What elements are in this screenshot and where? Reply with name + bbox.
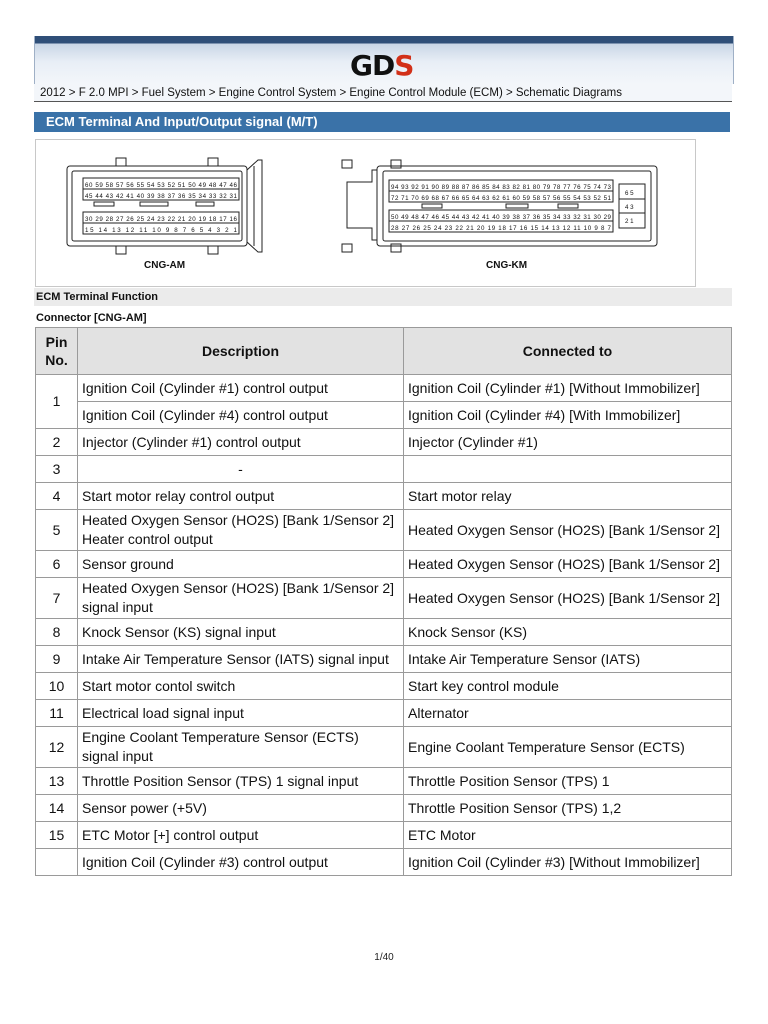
table-row: [36, 822, 732, 849]
left-pin-row-4: 15 14 13 12 11 10 9 8 7 6 5 4 3 2 1: [85, 227, 237, 234]
table-row: [36, 849, 732, 876]
connected-to-cell: Ignition Coil (Cylinder #3) [Without Immobilizer]: [404, 849, 732, 876]
page-number: 1/40: [374, 952, 394, 963]
connected-to-cell: Throttle Position Sensor (TPS) 1,2: [404, 795, 732, 822]
connected-to-cell: Start motor relay: [404, 483, 732, 510]
pin-cell: 11: [36, 700, 78, 727]
description-cell: Engine Coolant Temperature Sensor (ECTS) signal input: [78, 727, 404, 768]
pin-cell: 4: [36, 483, 78, 510]
connected-to-cell: Knock Sensor (KS): [404, 619, 732, 646]
right-pin-row-3: 50 49 48 47 46 45 44 43 42 41 40 39 38 37 36 35 34 33 32 31 30 29: [391, 214, 611, 221]
description-cell: -: [78, 456, 404, 483]
header-connected-to: Connected to: [404, 328, 732, 375]
table-row: [36, 646, 732, 673]
pin-cell: 7: [36, 578, 78, 619]
description-cell: Knock Sensor (KS) signal input: [78, 619, 404, 646]
connected-to-cell: Alternator: [404, 700, 732, 727]
pin-cell: 3: [36, 456, 78, 483]
pin-cell: 8: [36, 619, 78, 646]
right-pin-row-4: 28 27 26 25 24 23 22 21 20 19 18 17 16 15 14 13 12 11 10 9 8 7: [391, 225, 611, 232]
table-row: [36, 578, 732, 619]
table-row: [36, 483, 732, 510]
description-cell: Ignition Coil (Cylinder #3) control output: [78, 849, 404, 876]
connected-to-cell: Injector (Cylinder #1): [404, 429, 732, 456]
description-cell: Sensor power (+5V): [78, 795, 404, 822]
pin-cell: 15: [36, 822, 78, 849]
connected-to-cell: Start key control module: [404, 673, 732, 700]
description-cell: Sensor ground: [78, 551, 404, 578]
header-pin-no: Pin No.: [36, 328, 78, 375]
table-row: [36, 402, 732, 429]
pin-table: [35, 327, 732, 876]
table-header-row: [36, 328, 732, 375]
connector-diagram: [35, 139, 696, 287]
description-cell: Heated Oxygen Sensor (HO2S) [Bank 1/Sensor 2] Heater control output: [78, 510, 404, 551]
pin-cell: 14: [36, 795, 78, 822]
connected-to-cell: Heated Oxygen Sensor (HO2S) [Bank 1/Sensor 2]: [404, 510, 732, 551]
connector-heading: Connector [CNG-AM]: [36, 312, 147, 324]
connector-drawing: [36, 140, 695, 286]
description-cell: Ignition Coil (Cylinder #1) control output: [78, 375, 404, 402]
pin-cell: [36, 849, 78, 876]
pin-cell: 9: [36, 646, 78, 673]
pin-cell: 1: [36, 375, 78, 429]
header-description: Description: [78, 328, 404, 375]
gds-logo: GDS: [350, 49, 414, 82]
pin-cell: 10: [36, 673, 78, 700]
description-cell: Throttle Position Sensor (TPS) 1 signal input: [78, 768, 404, 795]
right-side-pins-1: 6 5: [625, 190, 634, 197]
connected-to-cell: Heated Oxygen Sensor (HO2S) [Bank 1/Sensor 2]: [404, 551, 732, 578]
left-pin-row-1: 60 59 58 57 56 55 54 53 52 51 50 49 48 47 46: [85, 182, 237, 189]
terminal-function-heading: ECM Terminal Function: [34, 288, 732, 306]
left-connector-label: CNG-AM: [144, 260, 186, 271]
connected-to-cell: ETC Motor: [404, 822, 732, 849]
description-cell: ETC Motor [+] control output: [78, 822, 404, 849]
description-cell: Start motor contol switch: [78, 673, 404, 700]
connected-to-cell: Intake Air Temperature Sensor (IATS): [404, 646, 732, 673]
connected-to-cell: Engine Coolant Temperature Sensor (ECTS): [404, 727, 732, 768]
table-row: [36, 673, 732, 700]
right-side-pins-3: 2 1: [625, 218, 634, 225]
section-title: ECM Terminal And Input/Output signal (M/T): [34, 112, 730, 132]
description-cell: Electrical load signal input: [78, 700, 404, 727]
description-cell: Ignition Coil (Cylinder #4) control output: [78, 402, 404, 429]
description-cell: Start motor relay control output: [78, 483, 404, 510]
left-pin-row-2: 45 44 43 42 41 40 39 38 37 36 35 34 33 32 31: [85, 193, 237, 200]
connected-to-cell: Ignition Coil (Cylinder #4) [With Immobilizer]: [404, 402, 732, 429]
table-row: [36, 429, 732, 456]
table-row: [36, 551, 732, 578]
connected-to-cell: Heated Oxygen Sensor (HO2S) [Bank 1/Sensor 2]: [404, 578, 732, 619]
right-side-pins-2: 4 3: [625, 204, 634, 211]
left-pin-row-3: 30 29 28 27 26 25 24 23 22 21 20 19 18 17 16: [85, 216, 237, 223]
connected-to-cell: Throttle Position Sensor (TPS) 1: [404, 768, 732, 795]
description-cell: Injector (Cylinder #1) control output: [78, 429, 404, 456]
pin-cell: 6: [36, 551, 78, 578]
connected-to-cell: [404, 456, 732, 483]
description-cell: Heated Oxygen Sensor (HO2S) [Bank 1/Sensor 2] signal input: [78, 578, 404, 619]
pin-cell: 5: [36, 510, 78, 551]
table-row: [36, 375, 732, 402]
connected-to-cell: Ignition Coil (Cylinder #1) [Without Immobilizer]: [404, 375, 732, 402]
table-row: [36, 795, 732, 822]
pin-cell: 12: [36, 727, 78, 768]
pin-cell: 2: [36, 429, 78, 456]
breadcrumb[interactable]: 2012 > F 2.0 MPI > Fuel System > Engine Control System > Engine Control Module (ECM) > Schematic Diagrams: [34, 84, 732, 102]
table-row: [36, 456, 732, 483]
right-connector-label: CNG-KM: [486, 260, 528, 271]
right-pin-row-1: 94 93 92 91 90 89 88 87 86 85 84 83 82 81 80 79 78 77 76 75 74 73: [391, 184, 611, 191]
table-row: [36, 768, 732, 795]
table-row: [36, 510, 732, 551]
table-row: [36, 619, 732, 646]
table-row: [36, 727, 732, 768]
pin-cell: 13: [36, 768, 78, 795]
table-row: [36, 700, 732, 727]
description-cell: Intake Air Temperature Sensor (IATS) signal input: [78, 646, 404, 673]
right-pin-row-2: 72 71 70 69 68 67 66 65 64 63 62 61 60 59 58 57 56 55 54 53 52 51: [391, 195, 611, 202]
